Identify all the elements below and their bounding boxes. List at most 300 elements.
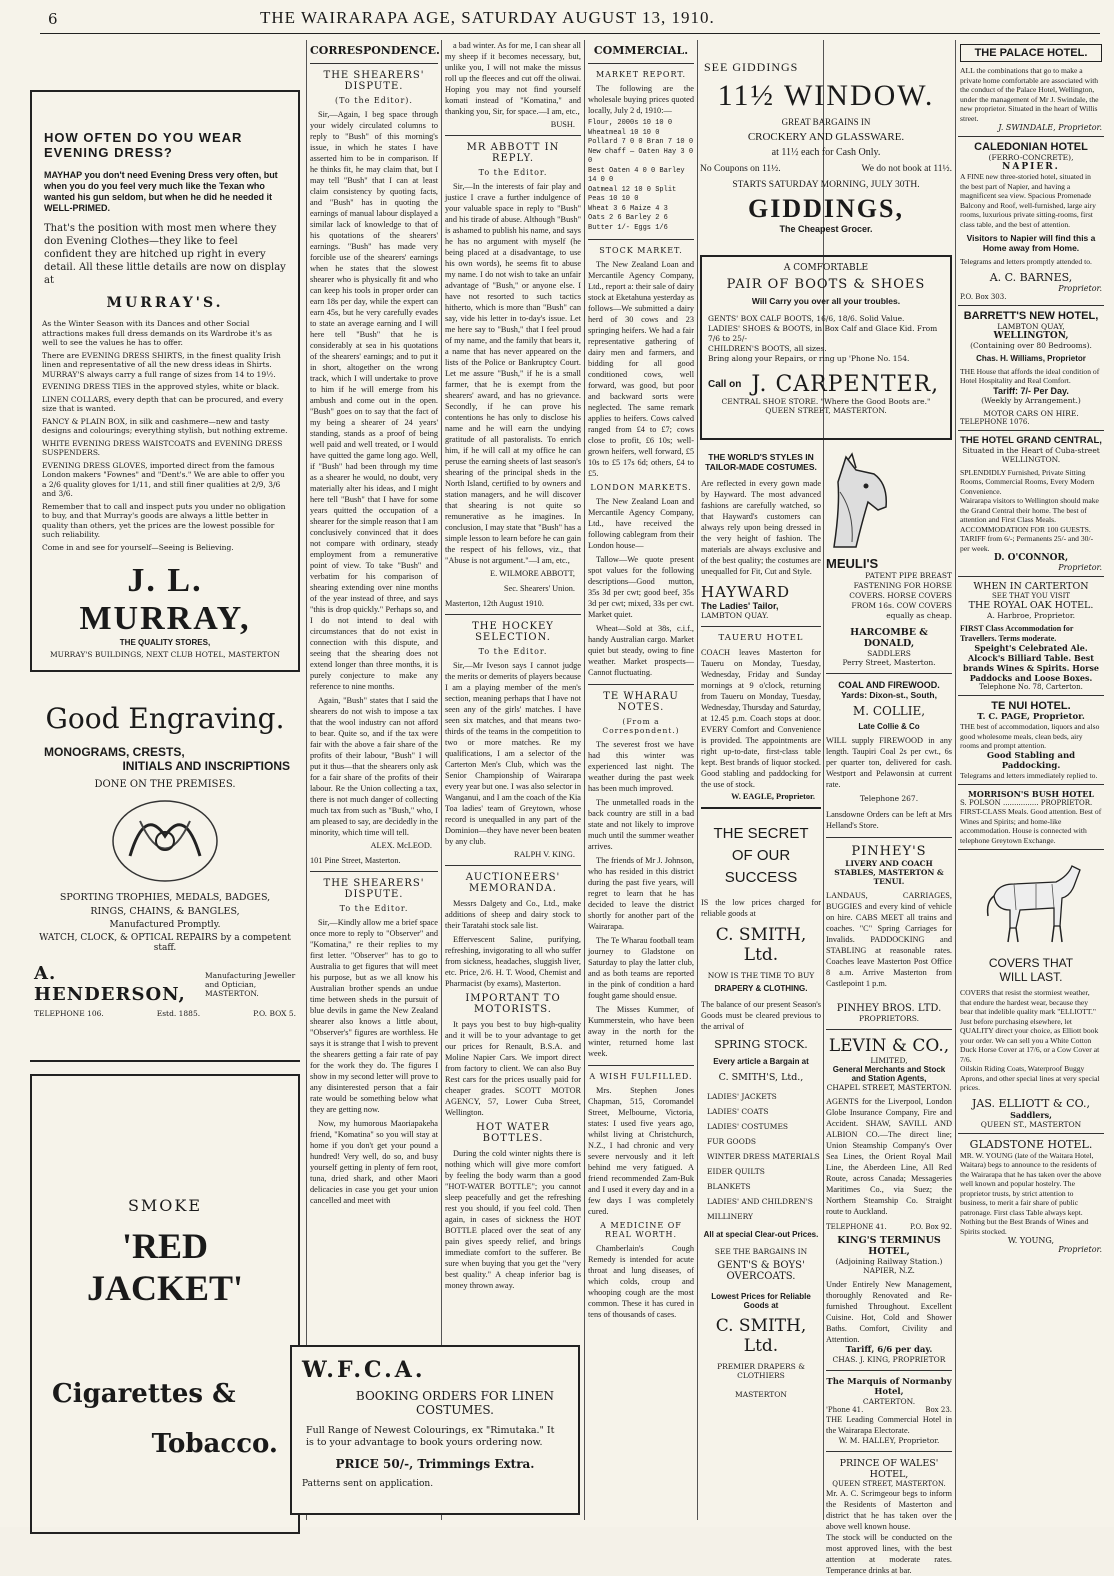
secret-heading [701, 823, 821, 889]
horse-head-illustration [826, 452, 952, 552]
normanby-phone: 'Phone 41. [826, 1406, 864, 1414]
palace-heading: THE PALACE HOTEL. [960, 44, 1102, 62]
column-4 [588, 40, 694, 1520]
signature: BUSH. [550, 120, 575, 129]
commercial-heading: COMMERCIAL. [593, 44, 689, 57]
engraving-advert [30, 682, 300, 1062]
murray-headline: HOW OFTEN DO YOU WEAR EVENING DRESS? [44, 130, 243, 160]
gladstone-proprietor: Proprietor. [1058, 1245, 1102, 1254]
central-sub: Situated in the Heart of Cuba-street WELLINGTON. [962, 445, 1100, 464]
caledonian-sub: (FERRO-CONCRETE), [988, 153, 1074, 162]
secret-line2: OF OUR [731, 847, 791, 864]
article-body [445, 898, 581, 989]
elliott-sub: Saddlers, [1010, 1109, 1052, 1120]
secret-line13: PREMIER DRAPERS & CLOTHIERS [717, 1362, 805, 1380]
wales-body2: The stock will be conducted on the most approved lines, with the best attention at moderate rates. Temperance drinks at bar. [826, 1533, 952, 1575]
murray-item: EVENING DRESS GLOVES, imported direct from the famous London makers "Fownes" and "Dent's." We are able to offer you a 2/6 quality gloves for 1/11, and still finer qualities at 2/9, 3/6 and 3/6. [42, 460, 285, 498]
murray-items [40, 319, 290, 552]
smith-list-item: EIDER QUILTS [707, 1167, 765, 1176]
carpenter-line3: Will Carry you over all your troubles. [751, 296, 901, 306]
giddings-line5: at 11½ each for Cash Only. [771, 147, 881, 158]
tenui-heading: TE NUI HOTEL. [991, 700, 1071, 712]
letter-body [445, 181, 581, 566]
hayward-heading: THE WORLD'S STYLES IN TAILOR-MADE COSTUMES. [705, 452, 817, 472]
caledonian-signature: A. C. BARNES, [989, 270, 1073, 284]
giddings-tag: The Cheapest Grocer. [779, 224, 873, 234]
column-rule [697, 40, 698, 1520]
secret-line10: SEE THE BARGAINS IN [714, 1247, 808, 1256]
tenui-stabling: Good Stabling and Paddocking. [986, 750, 1076, 771]
wfca-footer: Patterns sent on application. [302, 1479, 434, 1489]
paragraph: Messrs Dalgety and Co., Ltd., make additions of sheep and dairy stock to their Taratahi stock sale list. [445, 899, 581, 930]
signature-address: 101 Pine Street, Masterton. [310, 856, 401, 865]
column-5 [701, 452, 821, 1520]
secret-body: IS the low prices charged for reliable goods at [701, 898, 821, 918]
taueru-heading: TAUERU HOTEL [718, 633, 804, 643]
price-row: Best Oaten 4 0 0 Barley 14 0 0 [588, 166, 685, 184]
carpenter-name-row [708, 372, 944, 397]
murray-advert [30, 90, 300, 672]
henderson-box: P.O. BOX 5. [253, 1009, 296, 1018]
caledonian-proprietor: Proprietor. [1058, 283, 1102, 293]
rule [445, 865, 581, 866]
newspaper-title: THE WAIRARAPA AGE, SATURDAY AUGUST 13, 1910. [260, 8, 715, 27]
paragraph: The Misses Kummer, of Kummerstein, who have been away in the north for the winter, returned home last week. [588, 1005, 694, 1058]
central-heading: THE HOTEL GRAND CENTRAL, [960, 434, 1102, 446]
secret-line8: C. SMITH'S, Ltd., [718, 1072, 804, 1083]
pinhey-name: PINHEY BROS. LTD. [836, 1003, 942, 1014]
price-row: Wheat 3 6 Maize 4 3 [588, 204, 668, 213]
paragraph: The friends of Mr J. Johnson, who has resided in this district during the past five years, will regret to learn that he has decided to leave the district shortly for another part of the Wairarapa. [588, 856, 694, 931]
secret-line12: Lowest Prices for Reliable Goods at [711, 1292, 811, 1310]
column-rule [955, 40, 956, 1520]
engraving-line4: SPORTING TROPHIES, MEDALS, BADGES, [59, 892, 271, 903]
rule [826, 837, 952, 838]
market-report-heading: MARKET REPORT. [595, 70, 687, 79]
engraving-line2: INITIALS AND INSCRIPTIONS [122, 759, 290, 773]
paragraph: The severest frost we have had this winter was experienced last night. The weather during the past week has been much improved. [588, 740, 694, 793]
engraving-line6: Manufactured Promptly. [109, 920, 221, 930]
to-editor: To the Editor. [478, 647, 548, 656]
coal-body: WILL supply FIREWOOD in any length. Taupiri Coal 2s per cwt., 6s per quarter ton, delivered for cash. Westport and Pelawonsin at current rate. [826, 736, 952, 789]
smith-list-item: WINTER DRESS MATERIALS [707, 1152, 820, 1161]
barrett-sub2: (Containing over 80 Bedrooms). [970, 340, 1092, 350]
engraving-line5: RINGS, CHAINS, & BANGLES, [90, 906, 240, 917]
morrison-hotel [958, 785, 1104, 850]
barrett-telephone: TELEPHONE 1076. [960, 417, 1030, 426]
elliott-name: JAS. ELLIOTT & CO., [972, 1096, 1090, 1110]
barrett-tariff2: (Weekly by Arrangement.) [981, 395, 1081, 405]
engraving-title: Good Engraving. [45, 702, 285, 735]
murray-item: EVENING DRESS TIES in the approved styles, white or black. [42, 382, 280, 391]
letter-body [445, 660, 581, 847]
pinhey-sub: LIVERY AND COACH STABLES, MASTERTON & TENUI. [834, 859, 944, 886]
morrison-proprietor: S. POLSON ................ PROPRIETOR. [960, 799, 1093, 807]
paragraph: The New Zealand Loan and Mercantile Agency Company, Ltd., report a: their sale of dairy stock at Eketahuna yesterday as follows—We submitted a dairy herd of 30 cows and 23 springing heifers. We had a fair representative gathering of dairy men and farmers, and bidding for all good conditioned cows, well forward, was good, but poor and backward sorts were neglected. The same remark applies to heifers. Cows calved ranged from £4 to £7; cows close to profit, £6 10s; well-grown heifers, well forward, £5 10s to £5 17s 6d; others, £4 to £5. [588, 260, 694, 478]
column-7 [958, 40, 1104, 1520]
shearers-dispute-heading: THE SHEARERS' DISPUTE. [323, 878, 425, 900]
paragraph: Sir,—Again, I beg space through your widely circulated columns to reply to "Bush" of this morning's issue, in which he states I have asserted him to be in comparison. If he thinks fit, he may claim that, but I may tell "Bush" that I can at least claim consistency by quoting facts, and "Bush" has in quoting the earnings of manual labour displayed a similar lack of knowledge to that of his quotations of the shearers' earnings. "Bush" has made very forcible use of the shearers' earnings when he states that the slowest shearer who is physically fit and who can keep his tools in proper order can earn 18s per day, while the expert can earn 45s, but he very carefully evades to state an average earning and I will here tell "Bush" that he is considerably at sea in his quotations of the shearers' earnings; and to put it in short, altogether on the wrong track, which I will undertake to prove to him if he will emerge from his ambush and come out in the open. "Bush" goes on to say that the fact of my being a shearer of 24 years' standing, stands as a proof of being well paid and well treated, or I would have quitted the game long ago. Well, if "Bush" had been through my time as a shearer he would, no doubt, very materially alter his ideas, and I might here tell "Bush" that I have for some years quitted the occupation of a shearer for the simple reason that I am conclusively convinced that it does not compare with ordinary, steady employment from a remunerative point of view. To take "Bush" and verbatim for his comparison of shearing extending over nine months of the year instead of three, and says "this is drop quickly." Perhaps so, and I do not intend to deal with circumstances that do not exist in connection with this dispute, and seeing that the shearing does not extend longer than three months, it is purely conjecture to make any reference to nine months. [310, 110, 438, 691]
smith-list-item: LADIES' AND CHILDREN'S MILLINERY [707, 1197, 813, 1221]
paragraph: Wheat—Sold at 38s, c.i.f., handy Australian cargo. Market quiet but steady, owing to fine weather. Market prospects—Cannot fluctuating. [588, 624, 694, 677]
murray-item: Come in and see for yourself—Seeing is Believing. [42, 542, 234, 552]
paragraph: Sir,—Kindly allow me a brief space once more to reply to "Observer" and "Komatina," re their replies to my first letter. "Observer" has to go to Australia to get figures that will meet his purpose, but as we all know his Australian brother spends an undue time between sheds in the pursuit of blue devils in game the New Zealand shearer also knows a little about, "Observer's" figures are worthless. He says it is strange that I wish to prevent the shearers getting a fair rate of pay for the work they do. The figures I show in my second letter will prove to any disinterested person that a fair rate would be something below what they are getting now. [310, 918, 438, 1114]
letter-body [310, 109, 438, 838]
signature: ALEX. McLEOD. [370, 841, 432, 850]
rule [588, 63, 694, 64]
secret-line11: GENT'S & BOYS' OVERCOATS. [717, 1260, 805, 1282]
to-editor: To the Editor. [339, 904, 409, 913]
levin-name: LEVIN & CO., [828, 1036, 950, 1056]
giddings-window: 11½ WINDOW. [717, 79, 935, 112]
murray-lead: That's the position with most men where they don Evening Clothes—they like to feel confident they are hitched up right in every detail. All these little details are now on display at [44, 223, 286, 286]
wales-body: Mr. A. C. Scrimgeour begs to inform the Residents of Masterton and district that he has taken over the above well known house. [826, 1489, 952, 1531]
taueru-signature: W. EAGLE, Proprietor. [731, 792, 815, 801]
normanby-heading: The Marquis of Normanby Hotel, [826, 1377, 952, 1397]
medicine-heading: A MEDICINE OF REAL WORTH. [600, 1221, 682, 1239]
carpenter-address2: QUEEN STREET, MASTERTON. [765, 406, 887, 415]
carpenter-item: GENTS' BOX CALF BOOTS, 16/6, 18/6. Solid Value. [708, 314, 905, 323]
smith-list-item: BLANKETS [707, 1182, 751, 1191]
morrison-heading: MORRISON'S BUSH HOTEL [968, 789, 1094, 799]
price-row: Butter 1/- Eggs 1/6 [588, 223, 668, 232]
carpenter-line2: PAIR OF BOOTS & SHOES [726, 277, 926, 292]
central-body4: TARIFF from 6/-; Permanents 25/- and 30/- per week. [960, 534, 1094, 553]
royal-oak-telephone: Telephone No. 78, Carterton. [979, 683, 1083, 691]
tenui-body2: Telegrams and letters immediately replied to. [960, 770, 1098, 780]
price-row: Flour, 2000s 10 10 0 Wheatmeal 10 10 0 [588, 119, 673, 137]
caledonian-box: P.O. Box 303. [960, 292, 1007, 301]
monogram-illustration [34, 796, 296, 886]
column-rule [441, 40, 442, 1520]
price-row: Oatmeal 12 10 0 Split Peas 10 10 0 [588, 185, 677, 203]
meuli-body: PATENT PIPE BREAST FASTENING FOR HORSE COVERS. HORSE COVERS FROM 16s. COW COVERS equally as cheap. [849, 571, 952, 620]
tenui-body: THE best of accommodation, liquors and also good wholesome meals, clean beds, airy rooms and prompt attention. [960, 722, 1100, 750]
column-2 [310, 40, 438, 1520]
murray-store: MURRAY'S. [106, 295, 224, 311]
levin-body: AGENTS for the Liverpool, London Globe Insurance Company, Fire and Accident. SHAW, SAVILL AND ALBION CO.—The direct line; Union Steamship Company's Over Sea Lines, the Orient Royal Mail Line, the Aberdeen Line, All Red Route, across Canada; Messageries Maritimes Co., via Suez; the Northern Steamship Co. Straight route to Auckland. [826, 1097, 952, 1216]
caledonian-body: A FINE new three-storied hotel, situated in the best part of Napier, and having a magnificent sea view. Spacious Promenade Balcony and Roof, well-furnished, large airy rooms, luxurious private sitting-rooms, first class table, and the best of attention. [960, 172, 1096, 229]
giddings-line3: GREAT BARGAINS IN [781, 117, 871, 127]
letter-body [445, 40, 581, 117]
paragraph: Sir,—Mr Iveson says I cannot judge the merits or demerits of players because I am a playing member of the men's section, meaning perhaps that I have not seen any of the girls' matches. I have seen six matches, and that means two-thirds of the teams in the competition to two or more matches. Re my qualifications, I am a selector of the Carterton Men's Club, which was the Senior Championship of Wairarapa every year but one. I was also selector in Wanganui, and I am the coach of the Kia Toa ladies' team of Greytown, whose record is unequalled in any part of the Dominion—they have never been beaten by any club. [445, 661, 581, 846]
pinhey-heading: PINHEY'S [851, 844, 927, 859]
smith-name: C. SMITH, Ltd. [715, 925, 807, 965]
barrett-tariff: Tariff: 7/- Per Day. [993, 385, 1069, 396]
wfca-advert [290, 1345, 580, 1515]
coal-heading: COAL AND FIREWOOD. [838, 680, 940, 690]
article-body [445, 1019, 581, 1118]
to-editor: To the Editor. [478, 168, 548, 177]
covers-body: COVERS that resist the stormiest weather, that endure the hardest wear, because they bear that indelible quality mark "ELLIOTT." Just before purchasing elsewhere, let QUALITY direct your choice, as Elliott book your order. We can sell you a White Cotton Duck Horse Cover at 17/6, or a Cow Cover at 7/6. [960, 988, 1100, 1064]
shearers-dispute-heading: THE SHEARERS' DISPUTE. [323, 70, 425, 92]
caledonian-slogan: Visitors to Napier will find this a Home away from Home. [966, 233, 1096, 253]
paragraph: The unmetalled roads in the back country are still in a bad state and not likely to improve much until the summer weather arrives. [588, 798, 694, 851]
wales-heading: PRINCE OF WALES' HOTEL, [839, 1458, 939, 1480]
kings-tariff: Tariff, 6/6 per day. [845, 1345, 933, 1355]
gladstone-heading: GLADSTONE HOTEL. [969, 1137, 1093, 1151]
secret-line1: THE SECRET [713, 825, 809, 842]
barrett-hotel [958, 306, 1104, 431]
kings-signature: CHAS. J. KING, PROPRIETOR [832, 1355, 946, 1364]
morrison-body: FIRST-CLASS Meals. Good attention. Best of Wines and Spirits; and home-like accommodation. House is connected with telephone Greytown Exchange. [960, 807, 1102, 845]
hayward-body: Are reflected in every gown made by Hayward. The most advanced fashions are carefully watched, so that Hayward's customers can always rely upon being dressed in the very height of fashion. The materials are always exclusive and of the best quality; the costumes are unequalled for Fit, Cut and Style. [701, 479, 821, 576]
rule [445, 135, 581, 136]
gladstone-signature: W. YOUNG, [1007, 1236, 1055, 1245]
carpenter-line1: A COMFORTABLE [783, 263, 869, 273]
kings-sub: (Adjoining Railway Station.) NAPIER, N.Z. [835, 1257, 943, 1275]
barrett-proprietor: Chas. H. Williams, Proprietor [976, 353, 1086, 363]
london-markets-heading: LONDON MARKETS. [590, 483, 692, 492]
carpenter-items [708, 314, 944, 364]
letter-body [310, 917, 438, 1206]
taueru-body: COACH leaves Masterton for Taueru on Monday, Tuesday, Wednesday, Friday and Sunday mornings at 9 o'clock, returning from Taueru on Monday, Tuesday, Wednesday, Thursday and Saturday, at 12.45 p.m. Coach stops at door. EVERY Comfort and Convenience is provided. The appointments are right up-to-date, first-class table kept. Best brands of liquor stocked. Good stabling and paddocking for the use of stock. [701, 648, 821, 789]
article-body [588, 496, 694, 678]
elliott-address: QUEEN ST., MASTERTON [980, 1119, 1082, 1129]
smith-list-item: LADIES' COATS [707, 1107, 769, 1116]
secret-line14: MASTERTON [735, 1390, 787, 1399]
secret-line4: NOW IS THE TIME TO BUY [707, 971, 815, 980]
meuli-name: MEULI'S [826, 556, 879, 571]
article-body [588, 739, 694, 1059]
paragraph: The New Zealand Loan and Mercantile Agency Company, Ltd., have received the following cablegram from their London house— [588, 497, 694, 550]
elliott-advert [958, 952, 1104, 1134]
levin-heading: General Merchants and Stock and Station Agents, [832, 1065, 946, 1083]
column-6 [826, 452, 952, 1575]
smith-list-item: LADIES' JACKETS [707, 1092, 777, 1101]
giddings-line4: CROCKERY AND GLASSWARE. [747, 131, 905, 143]
hot-water-heading: HOT WATER BOTTLES. [476, 1122, 550, 1144]
price-row: New chaff — Oaten Hay 3 0 0 [588, 147, 694, 165]
rule [826, 1451, 952, 1452]
price-list [588, 119, 694, 233]
pinhey-proprietors: PROPRIETORS. [858, 1014, 920, 1023]
palace-hotel [958, 40, 1104, 137]
levin-telephone: TELEPHONE 41. [826, 1223, 887, 1231]
secret-body2: The balance of our present Season's Goods must be cleared previous to the arrival of [701, 1000, 821, 1031]
red-jacket-line3: Cigarettes & [52, 1379, 236, 1409]
rule [445, 614, 581, 615]
palace-body: ALL the combinations that go to make a private home comfortable are associated with the conduct of the Palace Hotel, Wellington, under the management of Mr J. Swindale, the new proprietor. Situated in the heart of Willis street. [960, 66, 1099, 123]
central-proprietor: Proprietor. [1058, 563, 1102, 572]
rule [588, 239, 694, 240]
giddings-coupon-row [700, 164, 952, 174]
engraving-line3: DONE ON THE PREMISES. [94, 779, 236, 790]
giddings-line1: SEE GIDDINGS [704, 60, 799, 74]
levin-sub: LIMITED, [870, 1056, 908, 1065]
correspondence-heading: CORRESPONDENCE. [310, 44, 440, 57]
wfca-headline: BOOKING ORDERS FOR LINEN COSTUMES. [355, 1389, 555, 1417]
harcombe-name: HARCOMBE & DONALD, [850, 627, 928, 649]
murray-item: There are EVENING DRESS SHIRTS, in the finest quality Irish linen and representative of all the new dress ideas in Shirts. MURRAY'S always carry a full range of sizes from 14 to 19½. [42, 350, 281, 379]
harcombe-sub: SADDLERS [867, 649, 911, 658]
grand-central-hotel [958, 431, 1104, 578]
harcombe-address: Perry Street, Masterton. [842, 658, 936, 667]
carpenter-call: Call on [708, 379, 742, 390]
red-jacket-advert [30, 1074, 300, 1534]
carpenter-item: CHILDREN'S BOOTS, all sizes. [708, 344, 827, 353]
normanby-box: Box 23. [925, 1406, 952, 1414]
horse-cover-illustration [958, 856, 1104, 946]
caledonian-hotel [958, 137, 1104, 306]
rule [826, 1370, 952, 1371]
covers-heading2: WILL LAST. [999, 970, 1063, 984]
paragraph: Again, "Bush" states that I said the shearers do not wish to impose a tax that the wool industry can not afford to bear. Quite so, and if the tax were fair with the above a fair share of the profits of their labour, "Bush" I will put it thus—that the shearers only ask for a fair share of the profits of their labour. Re the Union collecting a tax, there is not much danger of collecting much tax from such as "Bush," who, I am pleased to say, are decidedly in the minority, which time will tell. [310, 696, 438, 837]
normanby-body: THE Leading Commercial Hotel in the Wairarapa Electorate. [826, 1415, 952, 1435]
paragraph: Mrs. Stephen Jones Chapman, 515, Coromandel Street, Melbourne, Victoria, states: I used five years ago, whilst living at Christchurch, N.Z., I had chronic and very severe nervously and it left behind me very fatigued. A friend recommended Zam-Buk and I used it every day and in a few days I was completely cured. [588, 1086, 694, 1216]
signature: RALPH V. KING. [513, 850, 575, 859]
royal-oak-billiards: Alcock's Billiard Table. Best brands Wines & Spirits. Horse Paddocks and Loose Boxes. [963, 653, 1099, 683]
paragraph: Effervescent Saline, purifying, refreshing, invigorating to all who suffer from sickness, headaches, sluggish liver, etc. Price, 2/6. H. T. Wood, Chemist and Pharmacist (by exams), Masterton. [445, 935, 581, 988]
coal-telephone: Telephone 267. [859, 794, 919, 803]
pinhey-body: LANDAUS, CARRIAGES, BUGGIES and every kind of vehicle on hire. CABS MEET all trains and coaches. "C" Spring Carriages for Invalids. PADDOCKING and STABLING at reasonable rates. Coaches leave Masterton Post Office 8 a.m. Arrive Masterton from Castlepoint 1 p.m. [826, 891, 952, 988]
price-row: Pollard 7 0 0 Bran 7 10 0 [588, 138, 694, 146]
price-row: Oats 2 6 Barley 2 6 [588, 214, 668, 222]
rule [701, 626, 821, 627]
caledonian-heading: CALEDONIAN HOTEL [974, 141, 1088, 153]
rule [310, 871, 438, 872]
stock-market-heading: STOCK MARKET. [599, 246, 683, 255]
paragraph: It pays you best to buy high-quality and it will be to your advantage to get our prices for Renault, B.S.A. and Moline Napier Cars. We import direct from factory to client. We can also Buy Rest cars for the prices usually paid for cheaper grades. SCOTT MOTOR AGENCY, 57, Lower Cuba Street, Wellington. [445, 1020, 581, 1117]
central-body2: Wairarapa visitors to Wellington should make the Grand Central their home. The best of attention and First Class Meals. [960, 496, 1099, 524]
wfca-body: Full Range of Newest Colourings, ex "Rimutaka." It is to your advantage to book yours ordering now. [306, 1425, 555, 1448]
gladstone-body: MR. W. YOUNG (late of the Waitara Hotel, Waitara) begs to announce to the residents of the Wairarapa that he has taken over the above well known and popular hostelry. The proprietor trusts, by strict attention to business, to merit a fair share of public patronage. First class Table always kept. Nothing but the Best Brands of Wines and Spirits stocked. [960, 1150, 1102, 1236]
article-body [445, 1148, 581, 1291]
page-number: 6 [48, 10, 58, 28]
royal-oak-proprietor: A. Harbroe, Proprietor. [987, 611, 1075, 620]
royal-oak-ale: Speight's Celebrated Ale. [974, 643, 1088, 653]
covers-heading1: COVERS THAT [988, 956, 1074, 970]
smith-list-item: LADIES' COSTUMES [707, 1122, 789, 1131]
wfca-price: PRICE 50/-, Trimmings Extra. [335, 1457, 535, 1471]
barrett-footer: MOTOR CARS ON HIRE. [983, 408, 1079, 418]
wish-heading: A WISH FULFILLED. [589, 1072, 693, 1081]
collie-name: M. COLLIE, [852, 704, 926, 718]
carpenter-name: J. CARPENTER, [751, 372, 940, 397]
henderson-established: Estd. 1885. [156, 1009, 201, 1018]
barrett-body: THE House that affords the ideal condition of Hotel Hospitality and Real Comfort. [960, 366, 1100, 385]
central-signature: D. O'CONNOR, [993, 553, 1069, 563]
hayward-name: HAYWARD [701, 583, 791, 601]
signature: E. WILMORE ABBOTT, [490, 569, 575, 578]
tenui-proprietor: T. C. PAGE, Proprietor. [977, 712, 1085, 722]
giddings-line7: STARTS SATURDAY MORNING, JULY 30TH. [732, 180, 920, 190]
motorists-heading: IMPORTANT TO MOTORISTS. [465, 993, 561, 1015]
paragraph: Now, my humorous Maoriapakeha friend, "Komatina" so you will stay at home if you don't get your pound a hundred! Very well, do so, and busy yourself getting in plenty of fern root, tuna, dried shark, and other Maori delicacies in case you get your union cancelled and meet with [310, 1119, 438, 1205]
article-body [588, 1243, 694, 1320]
murray-item: Remember that to call and inspect puts you under no obligation to buy, and that Murray's goods are always a little better in quality than others, yet the prices are the lowest possible for such reliability. [42, 501, 286, 539]
royal-oak-name: THE ROYAL OAK HOTEL. [968, 600, 1094, 611]
central-body3: ACCOMMODATION FOR 100 GUESTS. [960, 524, 1091, 534]
wales-sub: QUEEN STREET, MASTERTON. [832, 1480, 946, 1488]
coal-yards: Yards: Dixon-st., South, [841, 690, 937, 700]
barrett-sub: LAMBTON QUAY, [997, 321, 1065, 331]
murray-item: FANCY & PLAIN BOX, in silk and cashmere—new and tasty designs and colourings; everything stylish, but nothing extreme. [42, 416, 288, 435]
coal-footer: Lansdowne Orders can be left at Mrs Helland's Store. [826, 810, 952, 830]
henderson-footer [34, 1009, 296, 1018]
red-jacket-line4: Tobacco. [151, 1429, 278, 1459]
caledonian-body2: Telegrams and letters promptly attended to. [960, 257, 1092, 266]
smith-list [707, 1089, 821, 1224]
secret-line3: SUCCESS [724, 869, 798, 886]
carpenter-address1: CENTRAL SHOE STORE. "Where the Good Boots are." [721, 397, 931, 406]
giddings-no-coupons: No Coupons on 11½. [700, 164, 781, 174]
murray-item: As the Winter Season with its Dances and other Social attractions makes full dress demands on its Wardrobe it's as well to see the values he has to offer. [42, 319, 272, 347]
palace-signature: J. SWINDALE, Proprietor. [998, 123, 1102, 132]
barrett-location: WELLINGTON, [993, 330, 1069, 341]
engraving-line1: MONOGRAMS, CRESTS, [44, 745, 185, 759]
carpenter-item: LADIES' SHOES & BOOTS, in Box Calf and Glace Kid. From 7/6 to 25/- [708, 324, 938, 343]
red-jacket-line1: SMOKE [127, 1196, 203, 1215]
murray-item: WHITE EVENING DRESS WAISTCOATS and EVENING DRESS SUSPENDERS. [42, 438, 283, 457]
henderson-name: A. HENDERSON, [34, 963, 186, 1005]
article-body [588, 1085, 694, 1217]
henderson-name-row [34, 963, 296, 1005]
paragraph: Tallow—We quote present spot values for the following descriptions—Good mutton, 35s 3d per cwt; good beef, 35s 3d per cwt; mixed, 33s per cwt. Market quiet. [588, 555, 694, 619]
paragraph: a bad winter. As for me, I can shear all my sheep if it becomes necessary, but, unlike you, I will not make the missus roll up the fleeces and cut off the oliwai. Hoping you may not find yourself komati instead of "Komatina," and thanking you, Sir, for space.—I am, etc., [445, 41, 581, 116]
red-jacket-line2: 'RED JACKET' [86, 1226, 244, 1308]
hayward-tag: The Ladies' Tailor, [701, 601, 779, 611]
royal-oak-sub: SEE THAT YOU VISIT [991, 592, 1071, 600]
carpenter-item: Bring along your Repairs, or ring up 'Phone No. 154. [708, 354, 910, 363]
hayward-address: LAMBTON QUAY. [701, 611, 769, 620]
henderson-trade: Manufacturing Jeweller and Optician, MASTERTON. [204, 970, 296, 998]
secret-line5: DRAPERY & CLOTHING. [714, 984, 808, 993]
murray-tag: THE QUALITY STORES, [119, 638, 211, 647]
rule [826, 673, 952, 674]
engraving-line7: WATCH, CLOCK, & OPTICAL REPAIRS by a competent staff. [39, 933, 291, 953]
paragraph: Sir,—In the interests of fair play and justice I crave a further indulgence of your valuable space in reply to "Bush" and his tirade of abuse. Although "Bush" is ashamed to publish his name, and says he has no argument with myself (he being placed at a disadvantage, to use his own words), he seems fit to abuse my name. I do not wish to take an unfair advantage of "Bush," or anyone else. I have not resorted to such tactics hitherto, which is more than "Bush" can say, vide his letter in to-day's issue. Let me here say to "Bush," that I feel proud of my name, and the family that bears it, a name that has never appeared on the lists of the Police or Bankruptcy Court. Let me assure "Bush," if he is a small farmer, that he is exempt from the shearers' award, and has no grievance. Secondly, if he can prove his contentions he has only to disclose his name and he will earn the undying gratitude of all pastoralists. To enrich him, if he will call at my office he can peruse the earning sheets of last season's shearing of the principal sheds in the North Island, certified to by owners and station managers, and he will discover that shearing is not quite so remunerative as he imagines. In conclusion, I may state that "Bush" has a simple lesson to learn before he can gain the respect of his fellows, viz., that "Abuse is not argument."—I am, etc., [445, 182, 581, 565]
collie-sub: Late Collie & Co [858, 722, 920, 731]
paragraph: Chamberlain's Cough Remedy is intended for acute throat and lung diseases, of which colds, croup and whooping cough are the most common. These it has cured in tens of thousands of cases. [588, 1244, 694, 1319]
murray-item: LINEN COLLARS, every depth that can be procured, and every size that is wanted. [42, 394, 284, 413]
smith-name-2: C. SMITH, Ltd. [715, 1316, 807, 1356]
caledonian-location: NAPIER. [1002, 162, 1060, 172]
masthead [40, 4, 1100, 34]
column-rule [584, 40, 585, 1520]
secret-line9: All at special Clear-out Prices. [703, 1230, 819, 1239]
article-body [588, 259, 694, 479]
te-nui-hotel [958, 696, 1104, 785]
giddings-name: GIDDINGS, [748, 194, 904, 223]
rule [826, 1029, 952, 1030]
correspondent-note: (From a Correspondent.) [602, 717, 680, 735]
signature-date: Masterton, 12th August 1910. [445, 599, 544, 608]
market-report-intro [588, 83, 694, 116]
column-3 [445, 40, 581, 1520]
royal-oak-body: FIRST Class Accommodation for Travellers. Terms moderate. [960, 624, 1074, 643]
rule [310, 63, 438, 64]
normanby-sub: CARTERTON. [862, 1397, 916, 1406]
rule [588, 684, 694, 685]
barrett-heading: BARRETT'S NEW HOTEL, [963, 309, 1099, 322]
murray-address: MURRAY'S BUILDINGS, NEXT CLUB HOTEL, MASTERTON [49, 650, 281, 659]
murray-name: J. L. MURRAY, [79, 562, 251, 637]
smith-list-item: FUR GOODS [707, 1137, 756, 1146]
rule [701, 807, 821, 809]
covers-body2: Oilskin Riding Coats, Waterproof Buggy Aprons, and other special lines at very special prices. [960, 1064, 1100, 1092]
giddings-advert [700, 60, 952, 250]
giddings-no-book: We do not book at 11½. [861, 164, 952, 174]
murray-quote: MAYHAP you don't need Evening Dress very often, but when you do you feel very much like the Texan who wanted his gun seldom, but when he did he needed it WELL-PRIMED. [44, 170, 278, 213]
te-wharau-heading: TE WHARAU NOTES. [603, 691, 679, 713]
levin-box: P.O. Box 92. [910, 1223, 952, 1231]
secret-line7: Every article a Bargain at [713, 1057, 809, 1066]
to-editor: (To the Editor). [335, 96, 413, 105]
column-1 [30, 40, 300, 1520]
normanby-contact [826, 1406, 952, 1414]
spring-stock: SPRING STOCK. [714, 1038, 808, 1051]
